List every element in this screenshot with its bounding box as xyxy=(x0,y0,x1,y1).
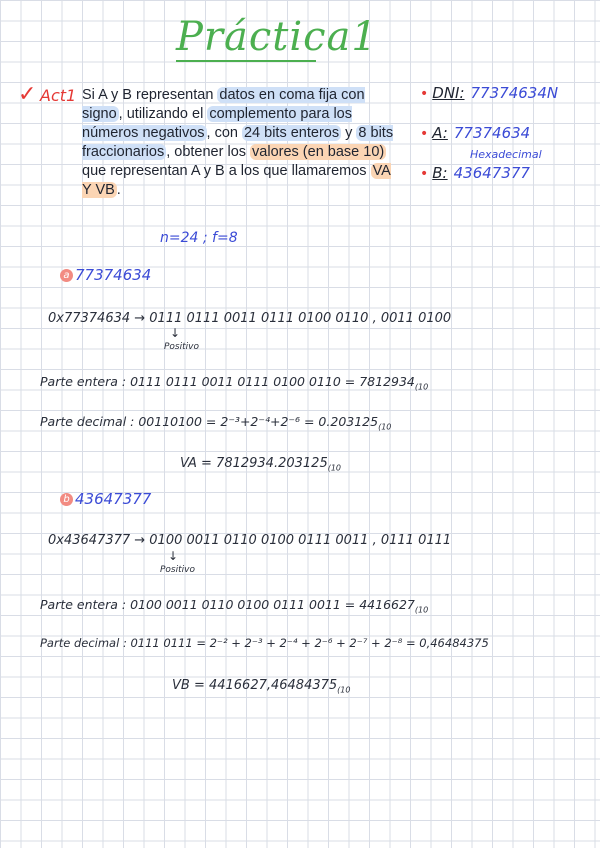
statement-text: , utilizando el xyxy=(118,106,208,122)
page-title: Práctica1 xyxy=(176,14,378,60)
title-underline xyxy=(176,60,316,62)
problem-statement xyxy=(82,86,400,200)
part-a-hex-line: 0x77374634 → 0111 0111 0011 0111 0100 0110 , 0011 0100 xyxy=(48,311,452,326)
base-subscript: (10 xyxy=(414,382,429,392)
part-b-hex-line: 0x43647377 → 0100 0011 0110 0100 0111 0011 , 0111 0111 xyxy=(48,533,452,548)
b-label: B: xyxy=(432,164,448,182)
part-a-heading xyxy=(60,266,151,284)
base-subscript: (10 xyxy=(378,422,392,432)
statement-text: y xyxy=(341,125,357,141)
base-subscript: (10 xyxy=(414,605,429,615)
highlight-base10: valores (en base 10) xyxy=(252,144,385,160)
bullet-icon: • xyxy=(420,126,429,142)
part-a-dec-line xyxy=(40,414,391,432)
statement-text: , obtener los xyxy=(166,144,251,160)
highlight-int-bits: 24 bits enteros xyxy=(243,125,340,141)
base-subscript: (10 xyxy=(327,463,342,473)
arrow-down-icon: ↓ xyxy=(170,326,181,340)
statement-text: . xyxy=(116,182,121,198)
highlight-complement: complemento para los números negativos xyxy=(82,106,353,141)
part-a-title: 77374634 xyxy=(75,266,152,284)
part-a-marker: a xyxy=(60,269,73,282)
dni-label: DNI: xyxy=(432,84,465,102)
base-subscript: (10 xyxy=(337,685,351,695)
part-a-int-line xyxy=(40,374,428,392)
hex-note: Hexadecimal xyxy=(470,148,542,161)
part-b-title: 43647377 xyxy=(75,490,152,508)
a-row xyxy=(420,124,530,142)
a-value: 77374634 xyxy=(453,124,531,142)
highlight-fixed-point: datos en coma fija con signo xyxy=(82,87,365,122)
part-b-dec-line: Parte decimal : 0111 0111 = 2⁻² + 2⁻³ + 2⁻⁴ + 2⁻⁶ + 2⁻⁷ + 2⁻⁸ = 0,46484375 xyxy=(40,636,489,650)
part-a-dec-text: Parte decimal : 00110100 = 2⁻³+2⁻⁴+2⁻⁶ = 0.203125 xyxy=(40,414,379,429)
part-a-sign-note: Positivo xyxy=(164,342,199,352)
bullet-icon: • xyxy=(420,86,429,102)
bullet-icon: • xyxy=(420,166,429,182)
part-b-sign-note: Positivo xyxy=(160,565,195,575)
part-b-result xyxy=(172,678,350,695)
b-row xyxy=(420,164,530,182)
a-label: A: xyxy=(432,124,448,142)
part-b-int-text: Parte entera : 0100 0011 0110 0100 0111 0011 = 4416627 xyxy=(40,597,415,612)
part-a-result xyxy=(180,456,341,473)
part-b-int-line xyxy=(40,597,428,615)
part-b-heading xyxy=(60,490,151,508)
highlight-frac-bits: 8 bits fraccionarios xyxy=(82,125,394,160)
arrow-down-icon: ↓ xyxy=(168,549,179,563)
check-icon: ✓ xyxy=(18,82,37,107)
part-a-int-text: Parte entera : 0111 0111 0011 0111 0100 0110 = 7812934 xyxy=(40,374,415,389)
statement-text: que representan A y B a los que llamaremos xyxy=(82,163,371,179)
activity-label: Act1 xyxy=(40,86,77,105)
part-a-result-text: VA = 7812934.203125 xyxy=(180,456,328,471)
params: n=24 ; f=8 xyxy=(160,230,238,246)
statement-text: , con xyxy=(206,125,242,141)
part-b-result-text: VB = 4416627,46484375 xyxy=(172,678,338,693)
dni-row xyxy=(420,84,558,102)
highlight-va-vb: VA Y VB xyxy=(82,163,391,198)
dni-value: 77374634N xyxy=(470,84,559,102)
b-value: 43647377 xyxy=(453,164,530,182)
part-b-marker: b xyxy=(60,493,73,506)
statement-text: Si A y B representan xyxy=(82,87,218,103)
